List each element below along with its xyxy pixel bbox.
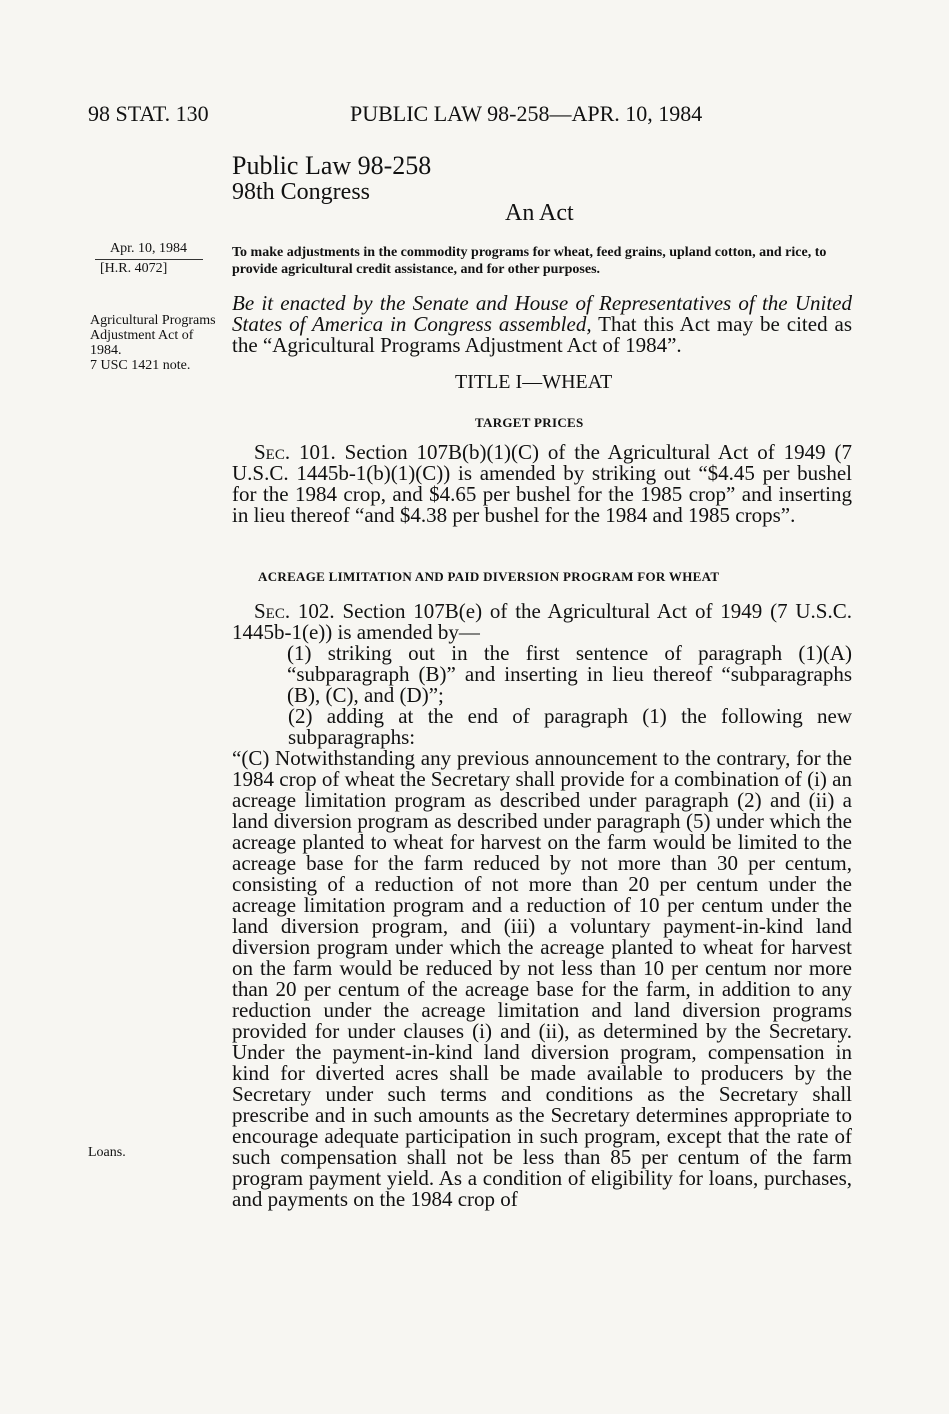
public-law-number: Public Law 98-258: [232, 151, 432, 180]
subparagraph-c: “(C) Notwithstanding any previous announcement to the contrary, for the 1984 crop of wheat the Secretary shall provide for a combination of (i) an acreage limitation program as described under paragraph (2) and (ii) a land diversion program as described under paragraph (5) under which the acreage planted to wheat for harvest on the farm would be limited to the acreage base for the farm reduced by not more than 30 per centum, consisting of a reduction of not more than 20 per centum under the acreage limitation program and a reduction of 10 per centum under the land diversion program, and (iii) a voluntary payment-in-kind land diversion program under which the acreage planted to wheat for harvest on the farm would be reduced by not less than 10 per centum nor more than 20 per centum of the acreage base for the farm, in addition to any reduction under the acreage limitation and land diversion programs provided for under clauses (i) and (ii), as determined by the Secretary. Under the payment-in-kind land diversion program, compensation in kind for diverted acres shall be made available to producers by the Secretary under such terms and conditions as the Secretary shall prescribe and in such amounts as the Secretary determines appropriate to encourage adequate participation in such program, except that the rate of such compensation shall not be less than 85 per centum of the farm program payment yield. As a condition of eligibility for loans, purchases, and payments on the 1984 crop of: [232, 746, 852, 1211]
target-prices-heading: TARGET PRICES: [475, 415, 584, 430]
enacting-clause-italic: Be it enacted by the Senate and House of Representatives of the United States of America in Congress assembled,: [232, 291, 852, 336]
margin-bill-number: [H.R. 4072]: [100, 261, 168, 276]
running-title: PUBLIC LAW 98-258—APR. 10, 1984: [350, 101, 703, 126]
an-act-heading: An Act: [505, 200, 574, 226]
section-label: Sec.: [254, 599, 291, 623]
section-102: [232, 601, 852, 1210]
acreage-limitation-heading: ACREAGE LIMITATION AND PAID DIVERSION PROGRAM FOR WHEAT: [258, 569, 720, 584]
margin-loans-note: Loans.: [88, 1145, 126, 1160]
section-101: [232, 442, 852, 526]
section-102-intro: [232, 601, 852, 643]
stat-page-reference: 98 STAT. 130: [88, 101, 209, 126]
section-102-item-1: [232, 643, 852, 706]
purpose-statement: To make adjustments in the commodity programs for wheat, feed grains, upland cotton, and rice, to provide agricultural credit assistance, and for other purposes.: [232, 245, 827, 277]
item-2-text: (2) adding at the end of paragraph (1) the following new subparagraphs:: [288, 704, 852, 749]
enacting-clause-rest: That this Act may be cited as the “Agricultural Programs Adjustment Act of 1984”.: [232, 312, 852, 357]
section-102-intro-text: 102. Section 107B(e) of the Agricultural Act of 1949 (7 U.S.C. 1445b-1(e)) is amended by—: [232, 599, 852, 644]
congress-number: 98th Congress: [232, 179, 370, 205]
item-1-text: (1) striking out in the first sentence of paragraph (1)(A) “subparagraph (B)” and inserting in lieu thereof “subparagraphs (B), (C), and (D)”;: [287, 641, 852, 707]
section-label: Sec.: [254, 440, 291, 464]
usc-note: 7 USC 1421 note.: [90, 358, 191, 373]
margin-divider: [95, 259, 203, 260]
short-title-note: Agricultural Programs Adjustment Act of 1984.: [90, 313, 216, 358]
title-heading: TITLE I—WHEAT: [455, 371, 613, 393]
section-101-text: 101. Section 107B(b)(1)(C) of the Agricultural Act of 1949 (7 U.S.C. 1445b-1(b)(1)(C)) is amended by striking out “$4.45 per bushel for the 1984 crop, and $4.65 per bushel for the 1985 crop” and inserting in lieu thereof “and $4.38 per bushel for the 1984 and 1985 crops”.: [232, 440, 852, 527]
enacting-clause: [232, 293, 852, 356]
margin-date: Apr. 10, 1984: [110, 241, 187, 256]
margin-short-title-note: [90, 313, 220, 373]
section-102-item-2: [232, 706, 852, 748]
